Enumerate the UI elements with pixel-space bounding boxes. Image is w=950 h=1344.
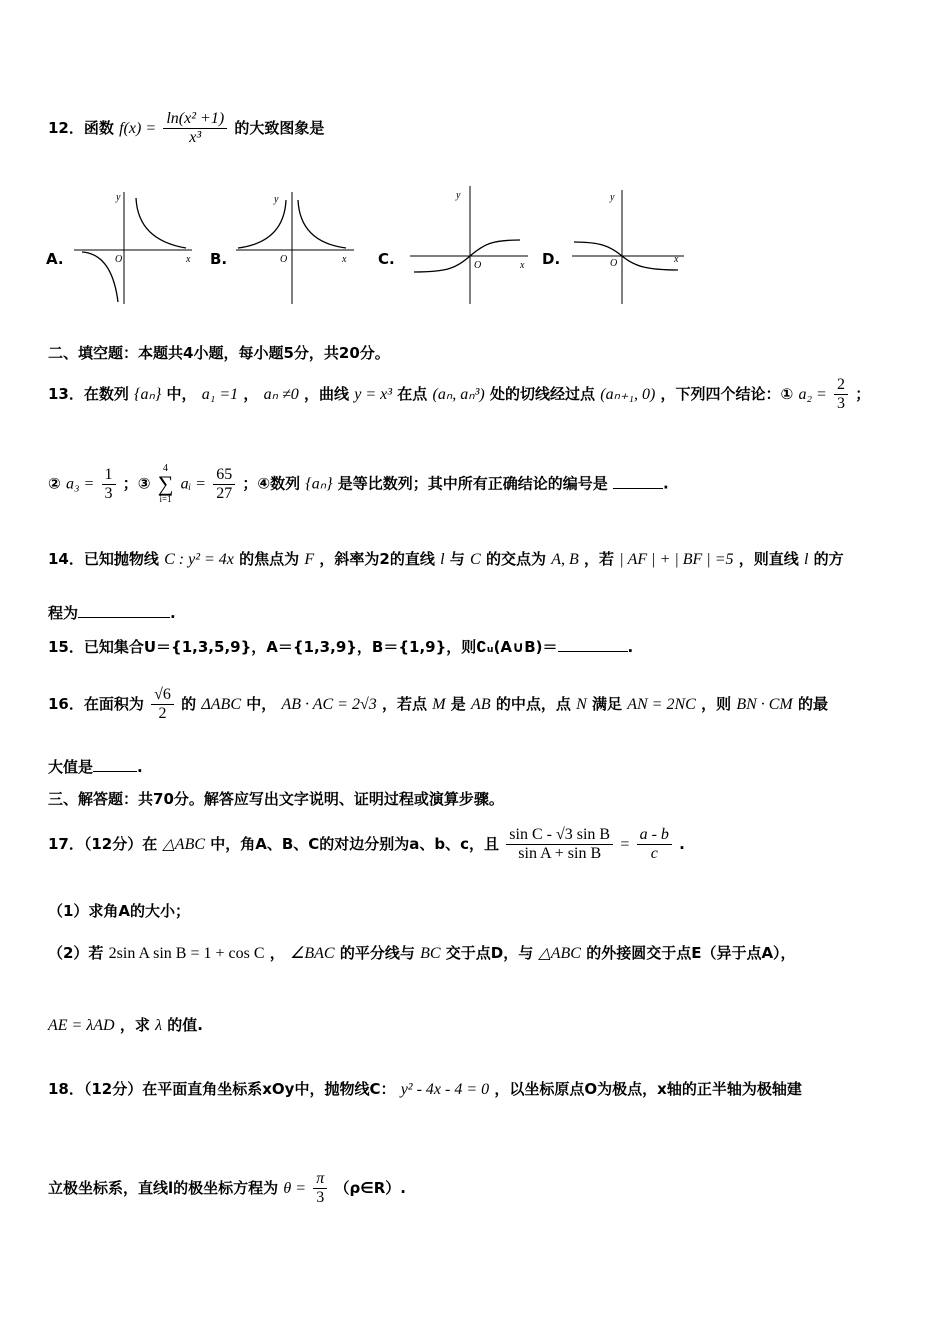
q18-text: 立极坐标系，直线l的极坐标方程为 — [48, 1179, 279, 1197]
q13-cond-2: aₙ ≠0 — [263, 386, 299, 403]
q16-prefix: 16．在面积为 — [48, 695, 144, 713]
q14-line-l: l — [803, 551, 809, 568]
q13-text: 中， — [166, 385, 197, 403]
q12-function-lhs: f(x) = — [119, 120, 157, 137]
q16-expression: BN · CM — [736, 696, 793, 713]
q13-sum-body: aᵢ = — [180, 475, 206, 493]
q17-side-bc: BC — [420, 945, 441, 962]
q14-text: 的方 — [813, 550, 844, 568]
sum-symbol: ∑ — [157, 471, 174, 496]
y-axis-label: y — [116, 192, 121, 203]
y-axis-label: y — [274, 194, 279, 205]
q12-numerator: ln(x² +1) — [163, 110, 227, 129]
q14-text: 的焦点为 — [239, 550, 300, 568]
q18-equation: y² - 4x - 4 = 0 — [400, 1081, 490, 1098]
q13-text: 处的切线经过点 — [489, 385, 595, 403]
q13-text: ， — [243, 385, 259, 403]
q13-conclusion-1: a₂ = — [798, 386, 827, 403]
q12-denominator: x³ — [189, 129, 202, 146]
question-16-line-2 — [48, 760, 143, 775]
q13-cond-1: a₁ =1 — [201, 386, 239, 403]
q16-text: ，若点 — [381, 695, 427, 713]
sum-lower: i=1 — [159, 494, 172, 504]
x-axis-label: x — [674, 254, 679, 265]
question-15 — [48, 640, 633, 655]
fraction-numerator: √6 — [151, 686, 174, 705]
q16-dot-product: AB · AC = 2√3 — [281, 696, 377, 713]
q16-text: ，则 — [701, 695, 732, 713]
x-axis-label: x — [186, 254, 191, 265]
q17-text: 的值. — [167, 1016, 203, 1034]
q18-text: ，以坐标原点O为极点，x轴的正半轴为极轴建 — [494, 1080, 802, 1098]
fraction-numerator: sin C - √3 sin B — [506, 826, 613, 845]
option-b-graph[interactable] — [234, 188, 358, 306]
option-d-graph[interactable] — [570, 186, 688, 306]
section-3-heading: 三、解答题：共70分。解答应写出文字说明、证明过程或演算步骤。 — [48, 790, 504, 808]
q14-text: ，斜率为2的直线 — [319, 550, 435, 568]
question-18-line-2 — [48, 1170, 406, 1207]
q16-n-condition: AN = 2NC — [627, 696, 696, 713]
question-14 — [48, 552, 844, 568]
q13-seq-2: {aₙ} — [305, 475, 333, 493]
q17-equals: = — [620, 836, 630, 853]
q16-text: 的中点，点 — [495, 695, 571, 713]
q17-condition: 2sin A sin B = 1 + cos C — [108, 945, 265, 962]
q16-point-m: M — [432, 696, 446, 713]
answer-blank[interactable] — [558, 651, 628, 652]
q16-text: 的 — [181, 695, 197, 713]
q13-text: ，下列四个结论：① — [660, 385, 794, 403]
question-16 — [48, 686, 828, 723]
q18-fraction — [313, 1170, 327, 1207]
q17-text: ， — [269, 944, 285, 962]
origin-label: O — [610, 258, 618, 269]
question-12 — [48, 110, 324, 147]
q14-text: 与 — [449, 550, 465, 568]
q16-text: 的最 — [798, 695, 829, 713]
option-b-label[interactable]: B. — [210, 250, 228, 268]
q14-text: ，若 — [583, 550, 614, 568]
q17-relation: AE = λAD — [48, 1017, 115, 1034]
q13-text: 是等比数列；其中所有正确结论的编号是 — [337, 474, 608, 493]
question-18 — [48, 1082, 802, 1098]
origin-label: O — [115, 254, 123, 265]
q17-right-fraction — [637, 826, 672, 863]
fraction-denominator: c — [650, 845, 658, 862]
q17-prefix: 17．（12分）在 — [48, 835, 158, 853]
q14-text: 程为 — [48, 604, 79, 622]
fraction-denominator: 27 — [216, 484, 233, 502]
q17-triangle: △ABC — [162, 836, 206, 853]
sum-upper: 4 — [163, 463, 169, 474]
q13-fraction-3 — [213, 466, 235, 503]
q13-text: ，曲线 — [304, 385, 350, 403]
q13-point: (aₙ, aₙ³) — [432, 386, 485, 403]
q13-seq-term: aₙ — [140, 386, 155, 403]
q17-text: 交于点D，与 — [445, 944, 534, 962]
q17-text: 的平分线与 — [339, 944, 415, 962]
option-c-label[interactable]: C. — [378, 250, 395, 268]
x-axis-label: x — [342, 254, 347, 265]
question-14-line-2 — [48, 606, 176, 621]
q14-end: . — [170, 604, 176, 622]
q13-seq: {aₙ} — [134, 386, 162, 403]
x-axis-label: x — [520, 260, 525, 271]
q17-left-fraction — [506, 826, 613, 863]
q17-triangle: △ABC — [538, 945, 581, 962]
q13-text: ； — [855, 385, 871, 403]
q17-text: 中，角A、B、C的对边分别为a、b、c，且 — [210, 835, 500, 853]
option-a-graph[interactable] — [72, 188, 196, 306]
q13-fraction-1 — [834, 376, 848, 413]
answer-blank[interactable] — [78, 617, 170, 618]
q13-point-2: (aₙ₊₁, 0) — [600, 386, 656, 403]
y-axis-label: y — [610, 192, 615, 203]
fraction-numerator: 65 — [213, 466, 235, 485]
fraction-numerator: 1 — [102, 466, 116, 485]
option-a-label[interactable]: A. — [46, 250, 64, 268]
q13-text: ；③ — [122, 474, 151, 493]
question-17 — [48, 826, 685, 863]
fraction-numerator: π — [313, 1170, 327, 1189]
q14-prefix: 14．已知抛物线 — [48, 550, 159, 568]
fraction-numerator: a - b — [637, 826, 672, 845]
q14-focus: F — [304, 551, 315, 568]
q17-text: ，求 — [119, 1016, 150, 1034]
question-13 — [48, 376, 870, 413]
q12-suffix: 的大致图象是 — [234, 119, 325, 137]
q13-conclusion-2: a₃ = — [65, 475, 95, 493]
q14-text: ，则直线 — [738, 550, 799, 568]
q18-prefix: 18．（12分）在平面直角坐标系xOy中，抛物线C： — [48, 1080, 396, 1098]
q13-seq-term: aₙ — [311, 475, 327, 493]
answer-blank[interactable] — [93, 771, 137, 772]
q16-triangle: ΔABC — [201, 696, 241, 713]
q16-end: . — [137, 758, 143, 776]
question-13-line-2 — [48, 464, 669, 504]
q13-text: 在点 — [397, 385, 428, 403]
option-c-graph[interactable] — [408, 182, 532, 306]
q17-lambda: λ — [155, 1017, 163, 1034]
q16-area-fraction — [151, 686, 174, 723]
q16-point-n: N — [576, 696, 587, 713]
q13-text: ；④数列 — [242, 474, 301, 493]
q14-text: 的交点为 — [485, 550, 546, 568]
q12-fraction — [163, 110, 227, 147]
q15-end: . — [627, 638, 634, 656]
q17-angle: ∠BAC — [290, 945, 335, 962]
fraction-denominator: 3 — [316, 1189, 325, 1206]
q16-text: 满足 — [591, 695, 622, 713]
q16-text: 中， — [246, 695, 277, 713]
q16-segment-ab: AB — [471, 696, 491, 713]
origin-label: O — [280, 254, 288, 265]
question-17-part-1: （1）求角A的大小； — [48, 902, 191, 920]
fraction-denominator: 3 — [837, 395, 846, 412]
q13-summation — [158, 464, 174, 504]
q13-fraction-2 — [102, 466, 116, 503]
q14-points: A, B — [551, 551, 579, 568]
q13-prefix: 13．在数列 — [48, 385, 129, 403]
section-2-heading: 二、填空题：本题共4小题，每小题5分，共20分。 — [48, 344, 390, 362]
q17-text: 的外接圆交于点E（异于点A）， — [586, 944, 796, 962]
question-17-part-2 — [48, 946, 796, 962]
question-17-part-2-line-2 — [48, 1018, 203, 1034]
answer-blank[interactable] — [613, 488, 663, 489]
q16-text: 是 — [450, 695, 466, 713]
q18-condition: （ρ∈R）. — [334, 1179, 406, 1197]
q17-text: （2）若 — [48, 944, 104, 962]
origin-label: O — [474, 260, 482, 271]
q13-curve: y = x³ — [354, 386, 393, 403]
fraction-denominator: 3 — [104, 484, 113, 502]
q12-prefix: 12．函数 — [48, 119, 114, 137]
q18-theta: θ = — [283, 1180, 307, 1197]
fraction-denominator: sin A + sin B — [518, 845, 602, 862]
q14-line-l: l — [440, 551, 445, 568]
fraction-numerator: 2 — [834, 376, 848, 395]
q14-condition: | AF | + | BF | =5 — [619, 551, 734, 568]
option-d-label[interactable]: D. — [542, 250, 561, 268]
fraction-denominator: 2 — [158, 705, 167, 722]
q16-text: 大值是 — [48, 758, 94, 776]
q14-parabola: C : y² = 4x — [164, 551, 234, 568]
q17-end: . — [679, 835, 685, 853]
q14-curve-c: C — [470, 551, 481, 568]
q13-text: ② — [48, 474, 61, 493]
q15-text: 15．已知集合U＝{1,3,5,9}，A＝{1,3,9}，B＝{1,9}，则∁ᵤ(A∪B)＝ — [48, 638, 558, 656]
y-axis-label: y — [456, 190, 461, 201]
q13-end: . — [663, 474, 669, 493]
